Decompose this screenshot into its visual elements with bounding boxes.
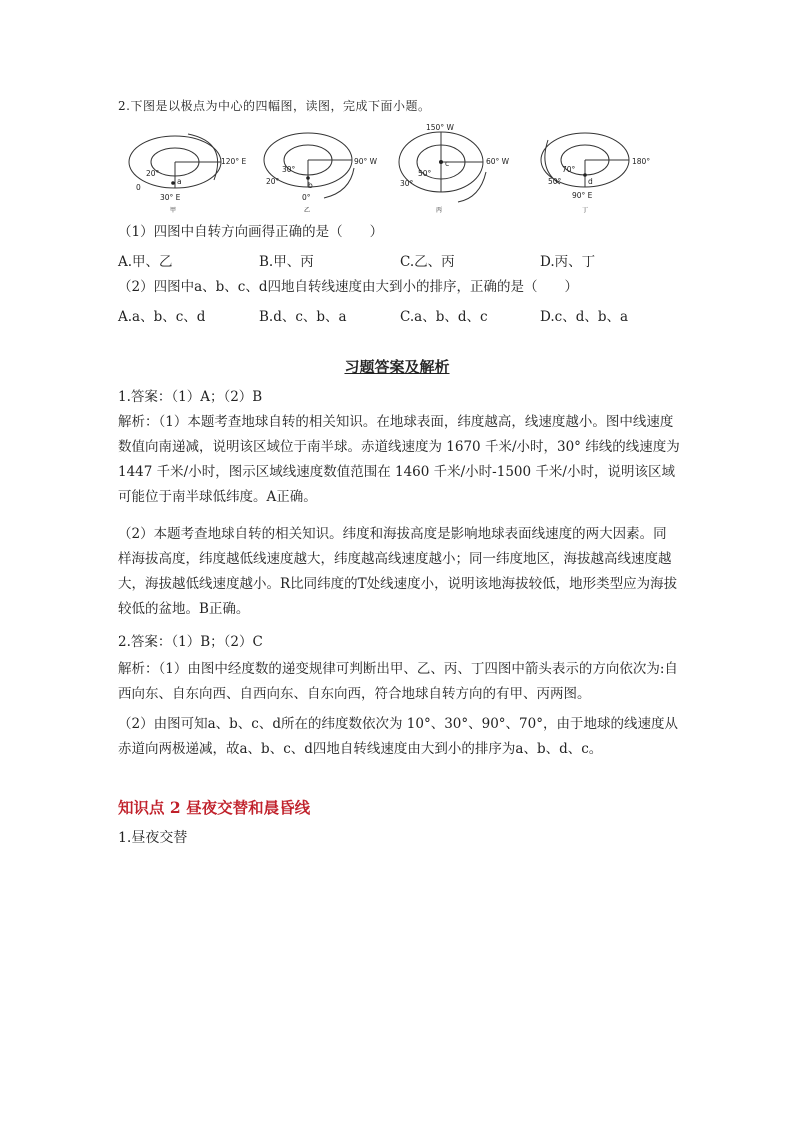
label-20: 20° [266,177,280,186]
section-title: 知识点 2 昼夜交替和晨昏线 [118,798,311,817]
answer-1: 1.答案：（1）A；（2）B [118,389,263,405]
caption-jia: 甲 [170,207,177,214]
rotation-arrow [324,168,354,198]
sub2-option-c: C.a、b、d、c [400,309,488,325]
label-c: c [445,159,450,168]
point-c [439,160,443,164]
label-180: 180° [632,157,651,166]
label-30: 30° [400,179,414,188]
label-d: d [588,177,593,186]
answer-1-analysis-2: （2）本题考查地球自转的相关知识。纬度和海拔高度是影响地球表面线速度的两大因素。同样海拔高度，纬度越低线速度越大，纬度越高线速度越小；同一纬度地区，海拔越高线速度越大，海拔越低线速度越小。R比同纬度的T处线速度小，说明该地海拔较低，地形类型应为海拔较低的盆地。B正确。 [118,526,678,617]
label-90w: 90° W [354,157,378,166]
label-70: 70° [562,165,576,174]
label-30e: 30° E [160,193,181,202]
label-50: 50° [418,169,432,178]
point-a [171,181,175,185]
label-90e: 90° E [572,191,593,200]
sub1-option-b: B.甲、丙 [259,254,314,270]
sub1-option-a: A.甲、乙 [118,254,173,270]
label-150w: 150° W [426,123,454,132]
diagram-jia [129,134,246,214]
caption-ding: 丁 [582,207,589,214]
answers-heading: 习题答案及解析 [344,358,450,376]
point-b [306,176,310,180]
sub1-stem: （1）四图中自转方向画得正确的是（ ） [118,224,384,240]
caption-yi: 乙 [304,207,311,214]
label-50: 50° [548,177,562,186]
question-2-title: 2.下图是以极点为中心的四幅图，读图，完成下面小题。 [118,99,431,113]
rotation-arrow [458,172,486,202]
point-d [583,173,587,177]
sub2-option-a: A.a、b、c、d [118,309,206,325]
sub1-option-c: C.乙、丙 [400,254,455,270]
answer-1-analysis-1: 解析：（1）本题考查地球自转的相关知识。在地球表面，纬度越高，线速度越小。图中线速度数值向南递减，说明该区域位于南半球。赤道线速度为 1670 千米/小时，30° 纬线的线速度为 1447 千米/小时，图示区域线速度数值范围在 1460 千米/小时-1500 千米/小时，说明该区域可能位于南半球低纬度。A正确。 [118,414,680,505]
label-60w: 60° W [486,157,510,166]
label-30: 30° [282,165,296,174]
sub2-option-d: D.c、d、b、a [540,309,629,325]
polar-diagrams [118,120,678,220]
answer-2-analysis-2: （2）由图可知a、b、c、d所在的纬度数依次为 10°、30°、90°、70°，由于地球的线速度从赤道向两极递减，故a、b、c、d四地自转线速度由大到小的排序为a、b、d、c。 [118,716,678,757]
label-b: b [308,181,313,190]
answer-2: 2.答案：（1）B；（2）C [118,634,263,650]
label-0deg: 0° [302,193,311,202]
sub2-stem: （2）四图中a、b、c、d四地自转线速度由大到小的排序，正确的是（ ） [118,279,578,295]
answer-2-analysis-1: 解析：（1）由图中经度数的递变规律可判断出甲、乙、丙、丁四图中箭头表示的方向依次为:自西向东、自东向西、自西向东、自东向西，符合地球自转方向的有甲、丙两图。 [118,661,678,702]
label-0: 0 [136,183,141,192]
label-120e: 120° E [221,157,247,166]
diagram-yi [264,133,378,214]
sub2-option-b: B.d、c、b、a [259,309,347,325]
caption-bing: 丙 [436,207,443,214]
section-item-1: 1.昼夜交替 [118,830,188,846]
diagram-ding [541,133,650,214]
sub1-option-d: D.丙、丁 [540,254,596,270]
label-20: 20° [146,169,160,178]
label-a: a [177,177,182,186]
diagram-bing [399,123,510,214]
